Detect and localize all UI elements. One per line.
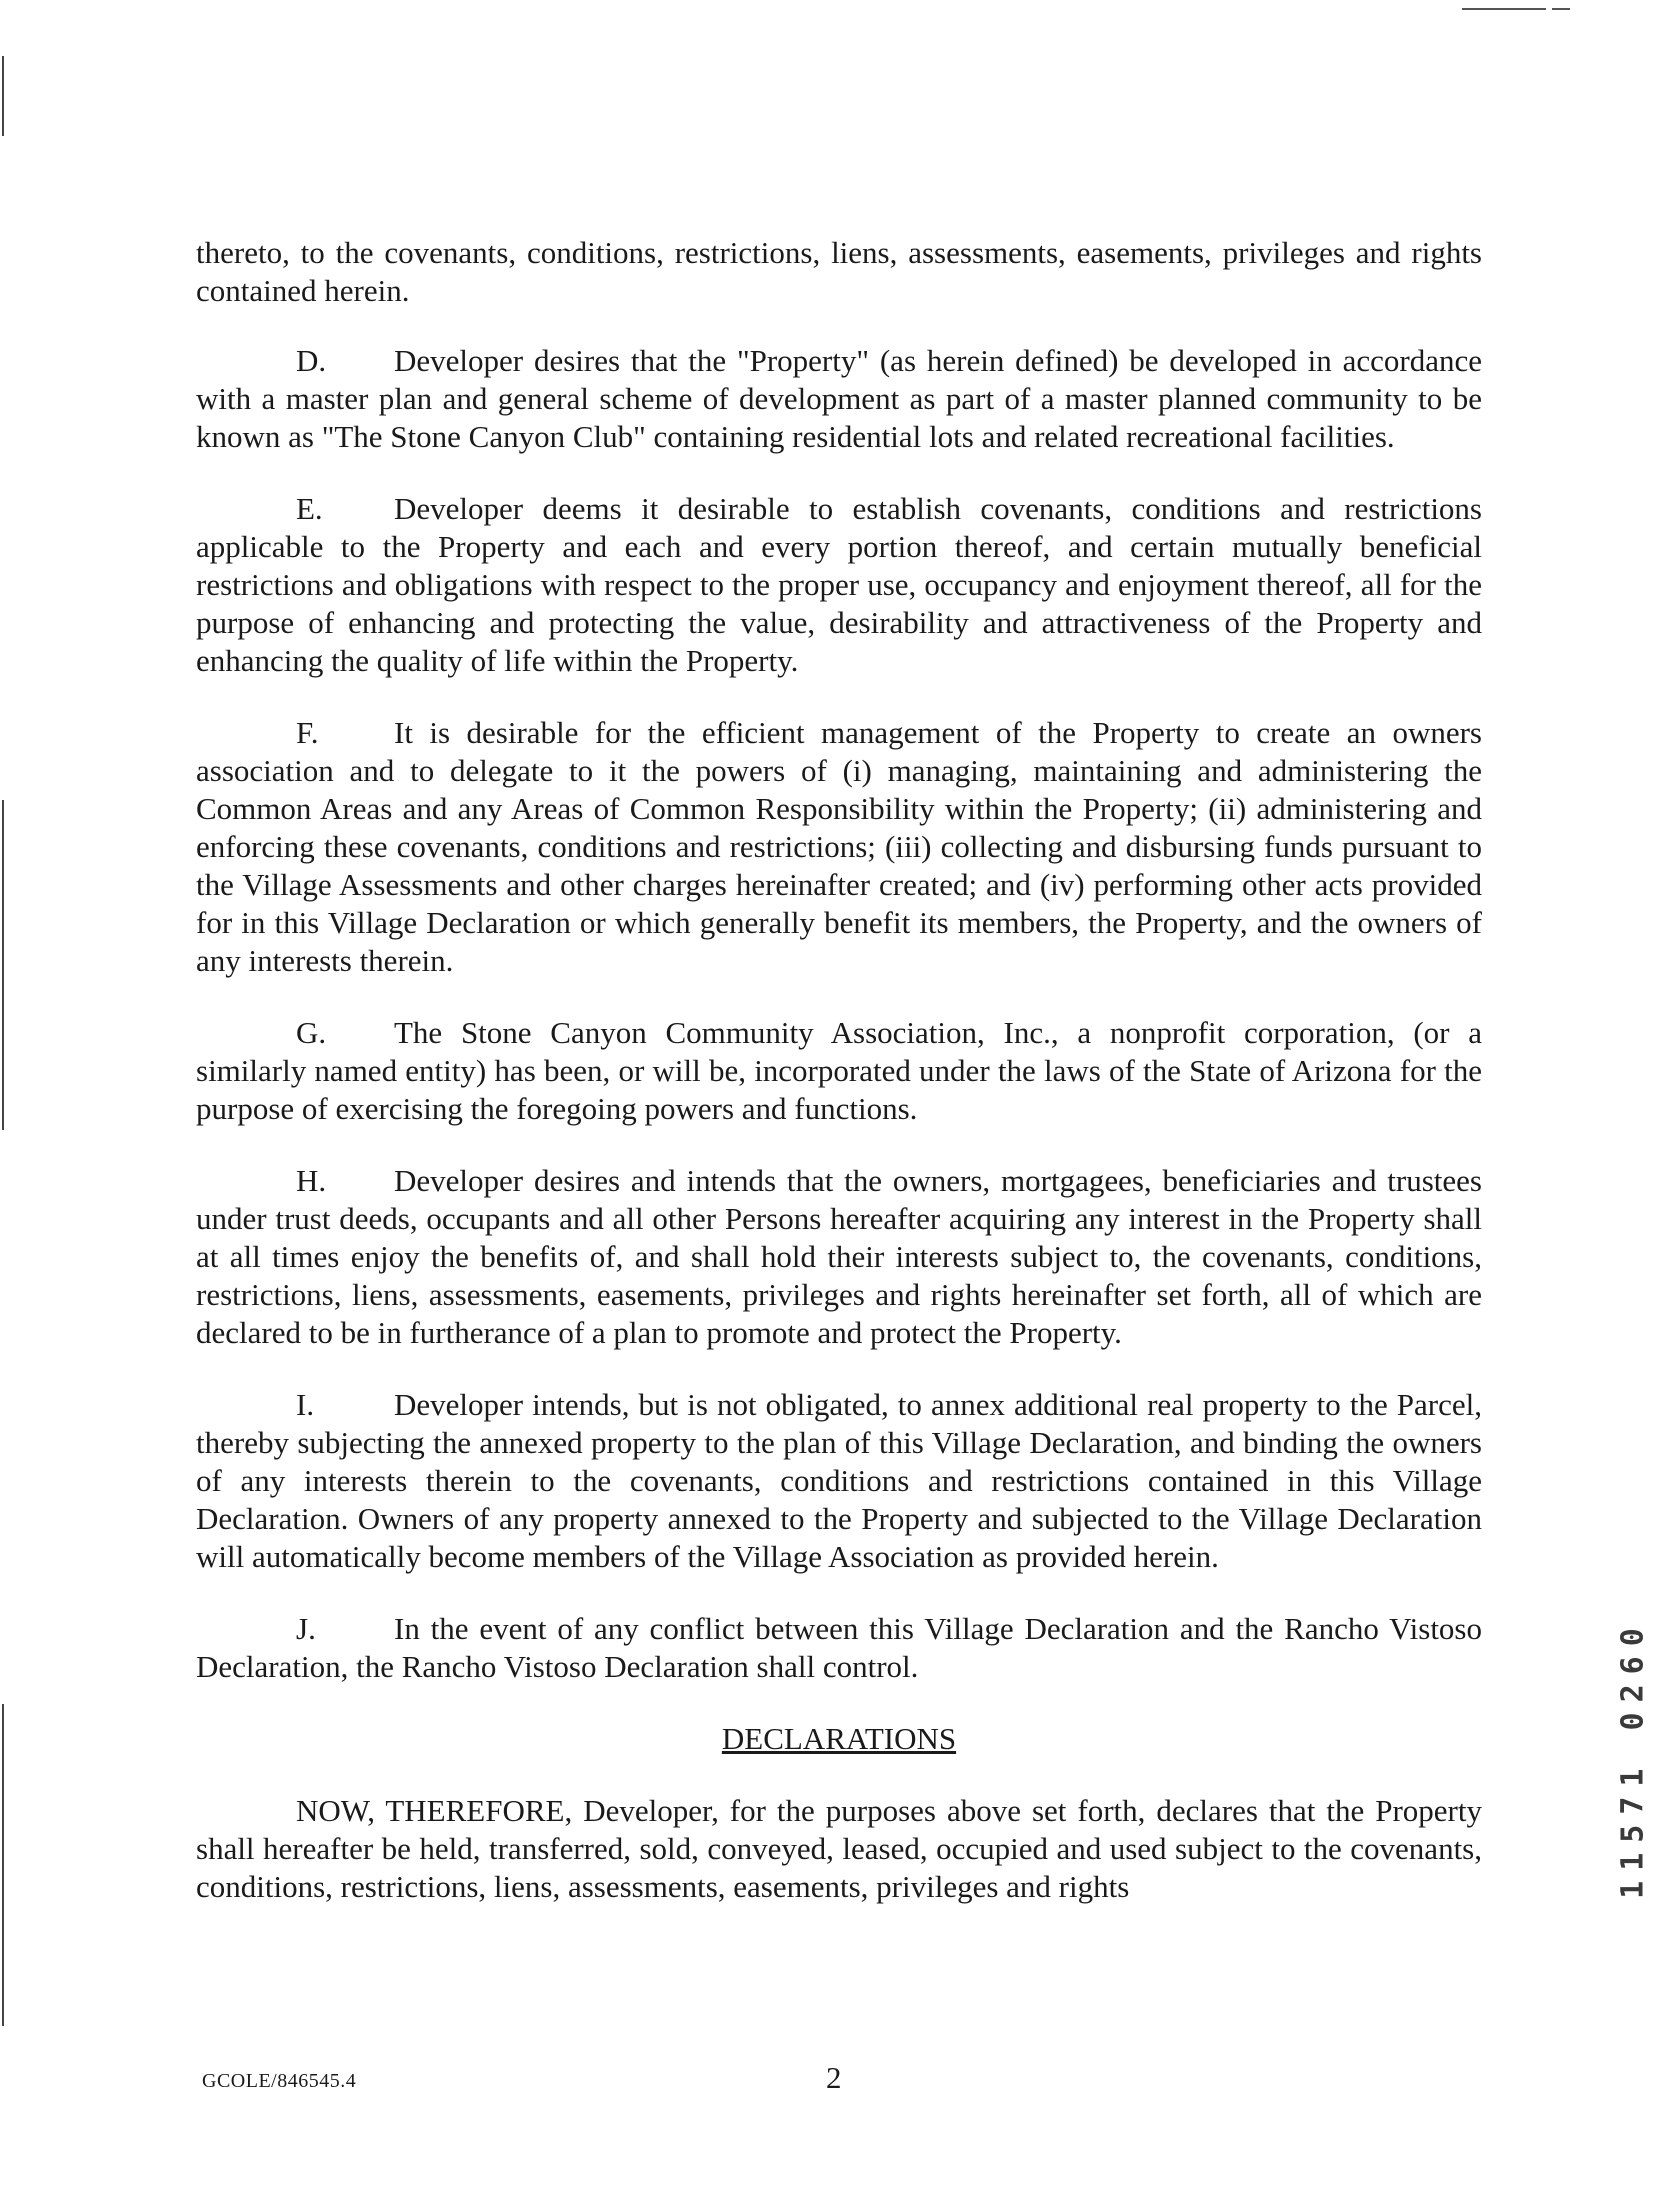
paragraph-text: It is desirable for the efficient management of the Property to create an owners association and to delegate to it the powers of (i) managing, maintaining and administering the Common Areas and any Areas of Common Responsibility within the Property; (ii) administering and enforcing these covenants, conditions and restrictions; (iii) collecting and disbursing funds pursuant to the Village Assessments and other charges hereinafter created; and (iv) performing other acts provided for in this Village Declaration or which generally benefit its members, the Property, and the owners of any interests therein. (196, 715, 1482, 978)
paragraph-continuation (196, 234, 1482, 310)
paragraph-text: Developer desires and intends that the owners, mortgagees, beneficiaries and trustees under trust deeds, occupants and all other Persons hereafter acquiring any interest in the Property shall at all times enjoy the benefits of, and shall hold their interests subject to, the covenants, conditions, restrictions, liens, assessments, easements, privileges and rights hereinafter set forth, all of which are declared to be in furtherance of a plan to promote and protect the Property. (196, 1163, 1482, 1350)
paragraph-label: I. (296, 1387, 315, 1422)
recital-h (196, 1162, 1482, 1352)
recording-stamp-text: 11571 0260 (1615, 1618, 1651, 1899)
recital-f (196, 714, 1482, 980)
paragraph-label: H. (296, 1163, 327, 1198)
page-number: 2 (826, 2060, 842, 2095)
scan-margin-mark (2, 56, 4, 136)
paragraph-label: D. (296, 343, 327, 378)
recording-stamp (1615, 1586, 1651, 1926)
paragraph-text: Developer desires that the "Property" (as herein defined) be developed in accordance with a master plan and general scheme of development as part of a master planned community to be known as "The Stone Canyon Club" containing residential lots and related recreational facilities. (196, 343, 1482, 454)
paragraph-text: Developer deems it desirable to establish covenants, conditions and restrictions applicable to the Property and each and every portion thereof, and certain mutually beneficial restrictions and obligations with respect to the proper use, occupancy and enjoyment thereof, all for the purpose of enhancing and protecting the value, desirability and attractiveness of the Property and enhancing the quality of life within the Property. (196, 491, 1482, 678)
scan-margin-mark (2, 1704, 4, 2026)
paragraph-label: G. (296, 1015, 327, 1050)
scan-artifact-rule (1552, 8, 1570, 10)
paragraph-text: The Stone Canyon Community Association, Inc., a nonprofit corporation, (or a similarly named entity) has been, or will be, incorporated under the laws of the State of Arizona for the purpose of exercising the foregoing powers and functions. (196, 1015, 1482, 1126)
recital-d (196, 342, 1482, 456)
recital-j (196, 1610, 1482, 1686)
scan-margin-mark (2, 800, 4, 1130)
paragraph-text: Developer intends, but is not obligated, to annex additional real property to the Parcel, thereby subjecting the annexed property to the plan of this Village Declaration, and binding the owners of any interests therein to the covenants, conditions and restrictions contained in this Village Declaration. Owners of any property annexed to the Property and subjected to the Village Declaration will automatically become members of the Village Association as provided herein. (196, 1387, 1482, 1574)
recital-g (196, 1014, 1482, 1128)
scan-artifact-rule (1462, 8, 1546, 10)
document-body (196, 234, 1482, 1940)
declaration-paragraph: NOW, THEREFORE, Developer, for the purposes above set forth, declares that the Property shall hereafter be held, transferred, sold, conveyed, leased, occupied and used subject to the covenants, conditions, restrictions, liens, assessments, easements, privileges and rights (196, 1793, 1482, 1904)
recital-i (196, 1386, 1482, 1576)
paragraph-text: thereto, to the covenants, conditions, restrictions, liens, assessments, easements, privileges and rights contained herein. (196, 235, 1482, 308)
paragraph-label: E. (296, 491, 323, 526)
section-heading: DECLARATIONS (721, 1721, 957, 1756)
paragraph-label: J. (296, 1611, 316, 1646)
recital-e (196, 490, 1482, 680)
paragraph-text: In the event of any conflict between this Village Declaration and the Rancho Vistoso Declaration, the Rancho Vistoso Declaration shall control. (196, 1611, 1482, 1684)
footer-document-id: GCOLE/846545.4 (202, 2070, 357, 2092)
paragraph-label: F. (296, 715, 319, 750)
